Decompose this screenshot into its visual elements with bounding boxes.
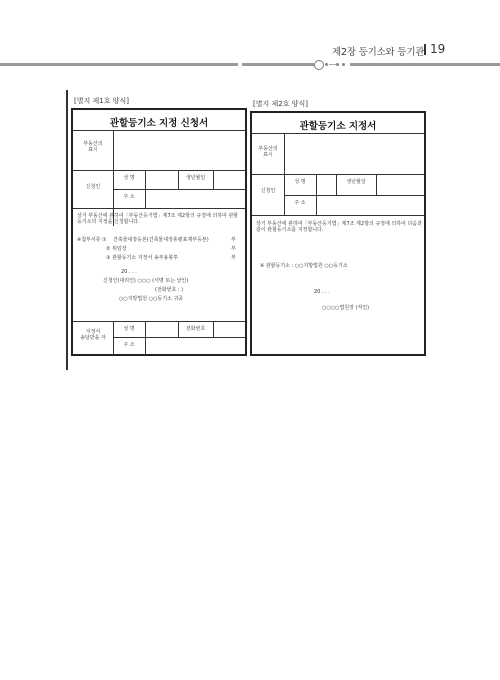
form2-designated-office: ※ 관할등기소 : ○○지방법원 ○○등기소 xyxy=(260,263,348,269)
form1-receiver-address-label: 주 소 xyxy=(123,342,135,348)
form2-address-label: 주 소 xyxy=(294,200,306,206)
form2-rule xyxy=(284,195,424,196)
form1-applicant-label: 신청인 xyxy=(85,184,101,190)
form2-rule xyxy=(252,174,424,175)
form2-designation xyxy=(250,111,426,356)
form1-application xyxy=(71,108,247,356)
form1-attach-2-unit: 부 xyxy=(231,246,236,252)
form1-rule xyxy=(213,170,214,189)
form1-name-label: 성 명 xyxy=(123,175,135,181)
form1-address-label: 주 소 xyxy=(123,194,135,200)
form2-rule xyxy=(252,133,424,134)
header-rule-mid xyxy=(242,63,314,66)
form2-date: 20 . . . xyxy=(314,289,330,295)
header-divider xyxy=(424,44,426,55)
chapter-title: 제2장 등기소와 등기관 xyxy=(332,47,425,58)
form1-signer: 신청인(대리인) ○○○ (서명 또는 날인) xyxy=(103,278,189,284)
form2-applicant-label: 신청인 xyxy=(260,188,276,194)
form1-birth-label: 생년월일 xyxy=(185,175,206,181)
form1-rule xyxy=(113,337,245,338)
form1-attach-prefix: ※첨부서류 ① xyxy=(77,237,107,243)
form2-birth-label: 생년월일 xyxy=(346,179,366,185)
form1-rule xyxy=(73,208,245,209)
form1-rule xyxy=(73,130,245,131)
form1-receiver-label: 지정서 송달받을 자 xyxy=(80,329,106,341)
form1-rule xyxy=(73,170,245,171)
form1-attach-2: ② 위임장 xyxy=(106,246,127,252)
form2-name-label: 성 명 xyxy=(294,179,306,185)
form1-property-label: 부동산의 표시 xyxy=(83,141,103,153)
rule-ornament-dot xyxy=(342,63,345,66)
rule-ornament-circle xyxy=(314,60,324,70)
header-rule-right xyxy=(350,63,500,66)
form2-property-label: 부동산의 표시 xyxy=(258,146,278,158)
form1-attach-3-unit: 부 xyxy=(231,255,236,261)
rule-ornament-dot xyxy=(325,63,328,66)
form2-body-text: 상기 부동산에 관하여「부동산등기법」제7조 제2항의 규정에 의하여 다음과 같이 관할등기소를 지정합니다. xyxy=(256,221,422,233)
form1-rule xyxy=(113,189,245,190)
header-rule-left xyxy=(0,63,238,66)
rule-ornament-dot xyxy=(336,63,339,66)
form1-rule xyxy=(213,321,214,337)
form1-attach-1: 건축물대장등본(건축물대장총괄표제부등본) xyxy=(113,237,209,243)
form1-recipient: ○○지방법원 ○○등기소 귀중 xyxy=(119,296,184,302)
form1-attach-1-unit: 부 xyxy=(231,237,236,243)
form1-receiver-phone-label: 전화번호 xyxy=(185,326,206,332)
form1-body-text: 상기 부동산에 관하여「부동산등기법」제7조 제2항의 규정에 의하여 관할 등기소의 지정을 신청합니다. xyxy=(77,213,239,225)
margin-rule xyxy=(66,90,68,370)
form2-rule xyxy=(252,215,424,216)
form2-caption: [별지 제2호 양식] xyxy=(253,100,308,108)
form1-date: 20 . . . xyxy=(121,269,137,275)
form1-rule xyxy=(73,321,245,322)
form1-attach-3: ③ 관할등기소 지정서 송부용봉투 xyxy=(106,255,179,261)
page-number: 19 xyxy=(430,42,446,56)
form1-caption: [별지 제1호 양식] xyxy=(74,97,129,105)
form1-receiver-name-label: 성 명 xyxy=(123,326,135,332)
form2-title: 관할등기소 지정서 xyxy=(299,121,377,132)
form1-title: 관할등기소 지정 신청서 xyxy=(109,118,209,129)
form2-court-head: ○○○○법원장 (직인) xyxy=(322,305,370,311)
form2-rule xyxy=(376,174,377,195)
form1-phone: (전화번호 : ) xyxy=(155,287,184,293)
